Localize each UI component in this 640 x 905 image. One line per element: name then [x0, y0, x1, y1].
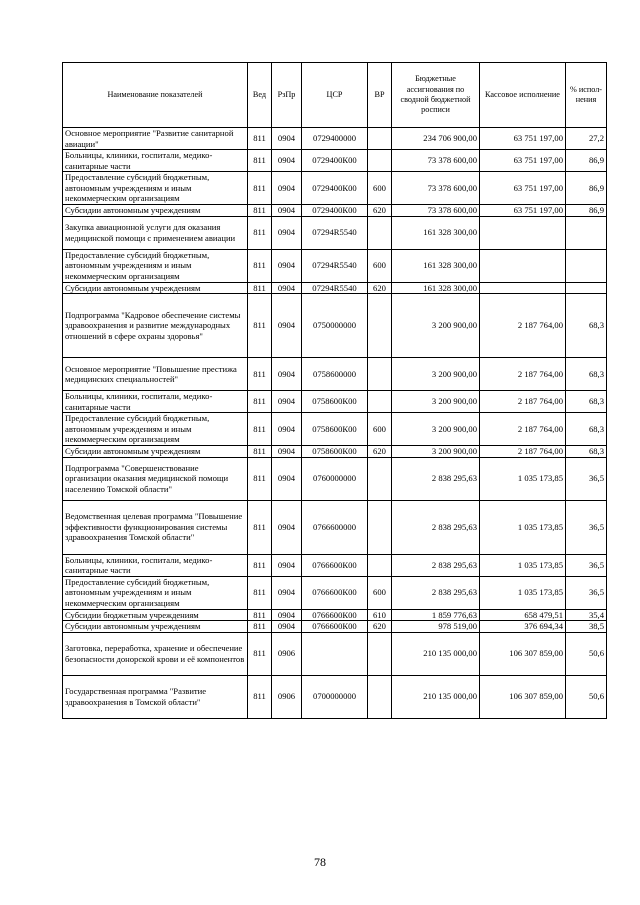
cell-name: Больницы, клиники, госпитали, медико-санитарные части	[63, 554, 248, 576]
cell-csr: 0760000000	[302, 457, 368, 500]
cell-vr	[368, 294, 392, 358]
cell-percent: 68,3	[566, 294, 607, 358]
table-row	[63, 150, 607, 172]
cell-budget: 2 838 295,63	[392, 457, 480, 500]
cell-percent: 36,5	[566, 500, 607, 554]
cell-ved: 811	[248, 391, 272, 413]
cell-rzpr: 0904	[272, 216, 302, 249]
cell-rzpr: 0904	[272, 358, 302, 391]
cell-csr: 0729400К00	[302, 172, 368, 205]
cell-vr	[368, 500, 392, 554]
cell-rzpr: 0904	[272, 172, 302, 205]
cell-name: Больницы, клиники, госпитали, медико-санитарные части	[63, 391, 248, 413]
cell-cash: 106 307 859,00	[480, 675, 566, 718]
cell-csr: 0766600К00	[302, 554, 368, 576]
cell-budget: 3 200 900,00	[392, 294, 480, 358]
cell-budget: 161 328 300,00	[392, 282, 480, 294]
cell-name: Основное мероприятие "Развитие санитарной авиации"	[63, 128, 248, 150]
cell-cash: 63 751 197,00	[480, 128, 566, 150]
cell-rzpr: 0904	[272, 576, 302, 609]
cell-name: Больницы, клиники, госпитали, медико-санитарные части	[63, 150, 248, 172]
cell-vr	[368, 128, 392, 150]
cell-cash: 1 035 173,85	[480, 576, 566, 609]
cell-rzpr: 0904	[272, 249, 302, 282]
cell-cash: 63 751 197,00	[480, 172, 566, 205]
cell-csr: 07294R5540	[302, 216, 368, 249]
cell-csr: 0700000000	[302, 675, 368, 718]
cell-name: Предоставление субсидий бюджетным, автономным учреждениям и иным некоммерческим организациям	[63, 413, 248, 446]
cell-name: Подпрограмма "Совершенствование организации оказания медицинской помощи населению Томской области"	[63, 457, 248, 500]
table-row	[63, 554, 607, 576]
cell-cash: 376 694,34	[480, 621, 566, 633]
cell-vr	[368, 457, 392, 500]
cell-rzpr: 0904	[272, 500, 302, 554]
cell-csr: 0758600К00	[302, 413, 368, 446]
cell-ved: 811	[248, 282, 272, 294]
cell-rzpr: 0904	[272, 609, 302, 621]
cell-ved: 811	[248, 446, 272, 458]
cell-cash	[480, 282, 566, 294]
cell-budget: 210 135 000,00	[392, 632, 480, 675]
cell-percent: 86,9	[566, 150, 607, 172]
cell-name: Предоставление субсидий бюджетным, автономным учреждениям и иным некоммерческим организациям	[63, 172, 248, 205]
cell-cash: 106 307 859,00	[480, 632, 566, 675]
cell-cash: 1 035 173,85	[480, 500, 566, 554]
cell-name: Субсидии автономным учреждениям	[63, 621, 248, 633]
cell-vr: 600	[368, 413, 392, 446]
cell-ved: 811	[248, 172, 272, 205]
cell-csr	[302, 632, 368, 675]
header-name: Наименование показателей	[63, 63, 248, 128]
cell-budget: 2 838 295,63	[392, 500, 480, 554]
cell-rzpr: 0904	[272, 413, 302, 446]
cell-budget: 3 200 900,00	[392, 413, 480, 446]
cell-cash: 2 187 764,00	[480, 391, 566, 413]
cell-percent: 68,3	[566, 358, 607, 391]
cell-name: Ведомственная целевая программа "Повышение эффективности функционирования системы здравоохранения Томской области"	[63, 500, 248, 554]
cell-vr: 600	[368, 249, 392, 282]
budget-execution-table	[62, 62, 607, 719]
cell-ved: 811	[248, 150, 272, 172]
cell-budget: 978 519,00	[392, 621, 480, 633]
cell-rzpr: 0904	[272, 621, 302, 633]
cell-ved: 811	[248, 249, 272, 282]
cell-name: Предоставление субсидий бюджетным, автономным учреждениям и иным некоммерческим организациям	[63, 249, 248, 282]
cell-csr: 0758600К00	[302, 391, 368, 413]
cell-ved: 811	[248, 576, 272, 609]
cell-cash: 2 187 764,00	[480, 446, 566, 458]
cell-rzpr: 0904	[272, 457, 302, 500]
table-row	[63, 172, 607, 205]
cell-rzpr: 0904	[272, 282, 302, 294]
cell-rzpr: 0904	[272, 128, 302, 150]
cell-csr: 07294R5540	[302, 282, 368, 294]
cell-csr: 0729400К00	[302, 205, 368, 217]
cell-budget: 161 328 300,00	[392, 216, 480, 249]
cell-vr: 620	[368, 621, 392, 633]
cell-csr: 07294R5540	[302, 249, 368, 282]
cell-csr: 0758600000	[302, 358, 368, 391]
table-row	[63, 609, 607, 621]
cell-budget: 210 135 000,00	[392, 675, 480, 718]
cell-rzpr: 0904	[272, 391, 302, 413]
header-csr: ЦСР	[302, 63, 368, 128]
cell-percent: 68,3	[566, 446, 607, 458]
cell-rzpr: 0904	[272, 150, 302, 172]
table-body	[63, 128, 607, 719]
table-row	[63, 632, 607, 675]
cell-budget: 73 378 600,00	[392, 172, 480, 205]
cell-ved: 811	[248, 609, 272, 621]
cell-vr	[368, 632, 392, 675]
cell-ved: 811	[248, 675, 272, 718]
cell-vr: 620	[368, 282, 392, 294]
table-row	[63, 500, 607, 554]
cell-csr: 0766600К00	[302, 576, 368, 609]
table-row	[63, 413, 607, 446]
cell-name: Субсидии бюджетным учреждениям	[63, 609, 248, 621]
cell-rzpr: 0906	[272, 675, 302, 718]
cell-cash: 2 187 764,00	[480, 358, 566, 391]
cell-budget: 3 200 900,00	[392, 358, 480, 391]
cell-budget: 1 859 776,63	[392, 609, 480, 621]
cell-budget: 3 200 900,00	[392, 391, 480, 413]
cell-csr: 0729400К00	[302, 150, 368, 172]
cell-percent	[566, 282, 607, 294]
cell-ved: 811	[248, 128, 272, 150]
cell-percent: 86,9	[566, 172, 607, 205]
cell-name: Государственная программа "Развитие здравоохранения в Томской области"	[63, 675, 248, 718]
cell-cash	[480, 249, 566, 282]
table-row	[63, 457, 607, 500]
cell-percent: 36,5	[566, 554, 607, 576]
header-budget: Бюджетные ассигнования по сводной бюджетной росписи	[392, 63, 480, 128]
cell-percent: 50,6	[566, 675, 607, 718]
cell-percent: 68,3	[566, 391, 607, 413]
cell-vr: 600	[368, 576, 392, 609]
cell-vr	[368, 675, 392, 718]
cell-percent: 36,5	[566, 576, 607, 609]
cell-percent: 68,3	[566, 413, 607, 446]
cell-csr: 0766600К00	[302, 609, 368, 621]
header-vr: ВР	[368, 63, 392, 128]
cell-name: Заготовка, переработка, хранение и обеспечение безопасности донорской крови и её компонентов	[63, 632, 248, 675]
cell-percent: 27,2	[566, 128, 607, 150]
cell-budget: 2 838 295,63	[392, 576, 480, 609]
cell-rzpr: 0906	[272, 632, 302, 675]
cell-vr	[368, 150, 392, 172]
cell-name: Субсидии автономным учреждениям	[63, 205, 248, 217]
cell-budget: 2 838 295,63	[392, 554, 480, 576]
cell-percent: 50,6	[566, 632, 607, 675]
cell-percent	[566, 249, 607, 282]
table-row	[63, 216, 607, 249]
table-header-row	[63, 63, 607, 128]
cell-cash	[480, 216, 566, 249]
cell-cash: 658 479,51	[480, 609, 566, 621]
cell-ved: 811	[248, 457, 272, 500]
cell-cash: 63 751 197,00	[480, 205, 566, 217]
cell-name: Закупка авиационной услуги для оказания медицинской помощи с применением авиации	[63, 216, 248, 249]
header-ved: Вед	[248, 63, 272, 128]
cell-percent	[566, 216, 607, 249]
cell-csr: 0758600К00	[302, 446, 368, 458]
cell-vr: 620	[368, 205, 392, 217]
cell-csr: 0729400000	[302, 128, 368, 150]
table-row	[63, 128, 607, 150]
cell-vr: 610	[368, 609, 392, 621]
cell-cash: 1 035 173,85	[480, 554, 566, 576]
cell-ved: 811	[248, 621, 272, 633]
cell-vr	[368, 358, 392, 391]
cell-cash: 2 187 764,00	[480, 413, 566, 446]
cell-vr: 620	[368, 446, 392, 458]
cell-rzpr: 0904	[272, 205, 302, 217]
cell-ved: 811	[248, 294, 272, 358]
table-row	[63, 621, 607, 633]
cell-csr: 0766600К00	[302, 621, 368, 633]
cell-ved: 811	[248, 358, 272, 391]
cell-vr	[368, 216, 392, 249]
cell-ved: 811	[248, 205, 272, 217]
table-row	[63, 675, 607, 718]
cell-name: Предоставление субсидий бюджетным, автономным учреждениям и иным некоммерческим организациям	[63, 576, 248, 609]
cell-cash: 63 751 197,00	[480, 150, 566, 172]
cell-percent: 35,4	[566, 609, 607, 621]
cell-budget: 161 328 300,00	[392, 249, 480, 282]
cell-csr: 0750000000	[302, 294, 368, 358]
table-row	[63, 205, 607, 217]
cell-csr: 0766600000	[302, 500, 368, 554]
header-cash: Кассовое исполнение	[480, 63, 566, 128]
table-row	[63, 282, 607, 294]
cell-vr: 600	[368, 172, 392, 205]
header-percent: % испол-нения	[566, 63, 607, 128]
cell-vr	[368, 554, 392, 576]
header-rzpr: РзПр	[272, 63, 302, 128]
cell-vr	[368, 391, 392, 413]
cell-cash: 2 187 764,00	[480, 294, 566, 358]
cell-cash: 1 035 173,85	[480, 457, 566, 500]
cell-ved: 811	[248, 500, 272, 554]
table-row	[63, 446, 607, 458]
table-row	[63, 576, 607, 609]
cell-name: Субсидии автономным учреждениям	[63, 446, 248, 458]
cell-budget: 234 706 900,00	[392, 128, 480, 150]
cell-name: Подпрограмма "Кадровое обеспечение системы здравоохранения и развитие международных отношений в сфере охраны здоровья"	[63, 294, 248, 358]
cell-rzpr: 0904	[272, 294, 302, 358]
cell-budget: 73 378 600,00	[392, 205, 480, 217]
cell-budget: 3 200 900,00	[392, 446, 480, 458]
cell-budget: 73 378 600,00	[392, 150, 480, 172]
cell-rzpr: 0904	[272, 554, 302, 576]
table-row	[63, 358, 607, 391]
page-number: 78	[314, 855, 326, 869]
cell-ved: 811	[248, 216, 272, 249]
cell-percent: 86,9	[566, 205, 607, 217]
table-row	[63, 391, 607, 413]
cell-name: Основное мероприятие "Повышение престижа медицинских специальностей"	[63, 358, 248, 391]
cell-percent: 38,5	[566, 621, 607, 633]
cell-ved: 811	[248, 632, 272, 675]
cell-rzpr: 0904	[272, 446, 302, 458]
cell-ved: 811	[248, 413, 272, 446]
table-row	[63, 249, 607, 282]
table-row	[63, 294, 607, 358]
cell-percent: 36,5	[566, 457, 607, 500]
cell-name: Субсидии автономным учреждениям	[63, 282, 248, 294]
cell-ved: 811	[248, 554, 272, 576]
